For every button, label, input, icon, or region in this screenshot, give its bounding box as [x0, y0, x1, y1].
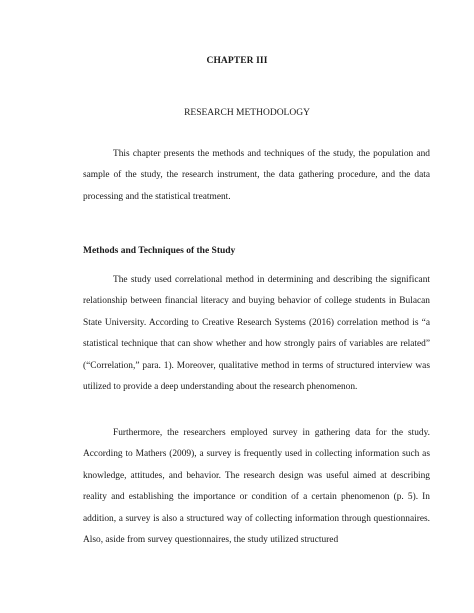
intro-paragraph: This chapter presents the methods and techniques of the study, the population and sample of the study, the research instrument, the data gathering procedure, and the data processing and the statistical treatment.	[83, 149, 430, 202]
survey-paragraph: Furthermore, the researchers employed survey in gathering data for the study. According to Mathers (2009), a survey is frequently used in collecting information such as knowledge, attitudes, and behavior. The research design was useful aimed at describing reality and establishing the importance or condition of a certain phenomenon (p. 5). In addition, a survey is also a structured way of collecting information through questionnaires. Also, aside from survey questionnaires, the study utilized structured	[83, 428, 430, 546]
chapter-title: CHAPTER III	[206, 56, 268, 66]
section-heading: Methods and Techniques of the Study	[83, 246, 236, 256]
methods-paragraph: The study used correlational method in determining and describing the significant relationship between financial literacy and buying behavior of college students in Bulacan State University. According to Creative Research Systems (2016) correlation method is “a statistical technique that can show whether and how strongly pairs of variables are related” (“Correlation,” para. 1). Moreover, qualitative method in terms of structured interview was utilized to provide a deep understanding about the research phenomenon.	[83, 275, 430, 393]
chapter-subtitle: RESEARCH METHODOLOGY	[184, 108, 310, 118]
